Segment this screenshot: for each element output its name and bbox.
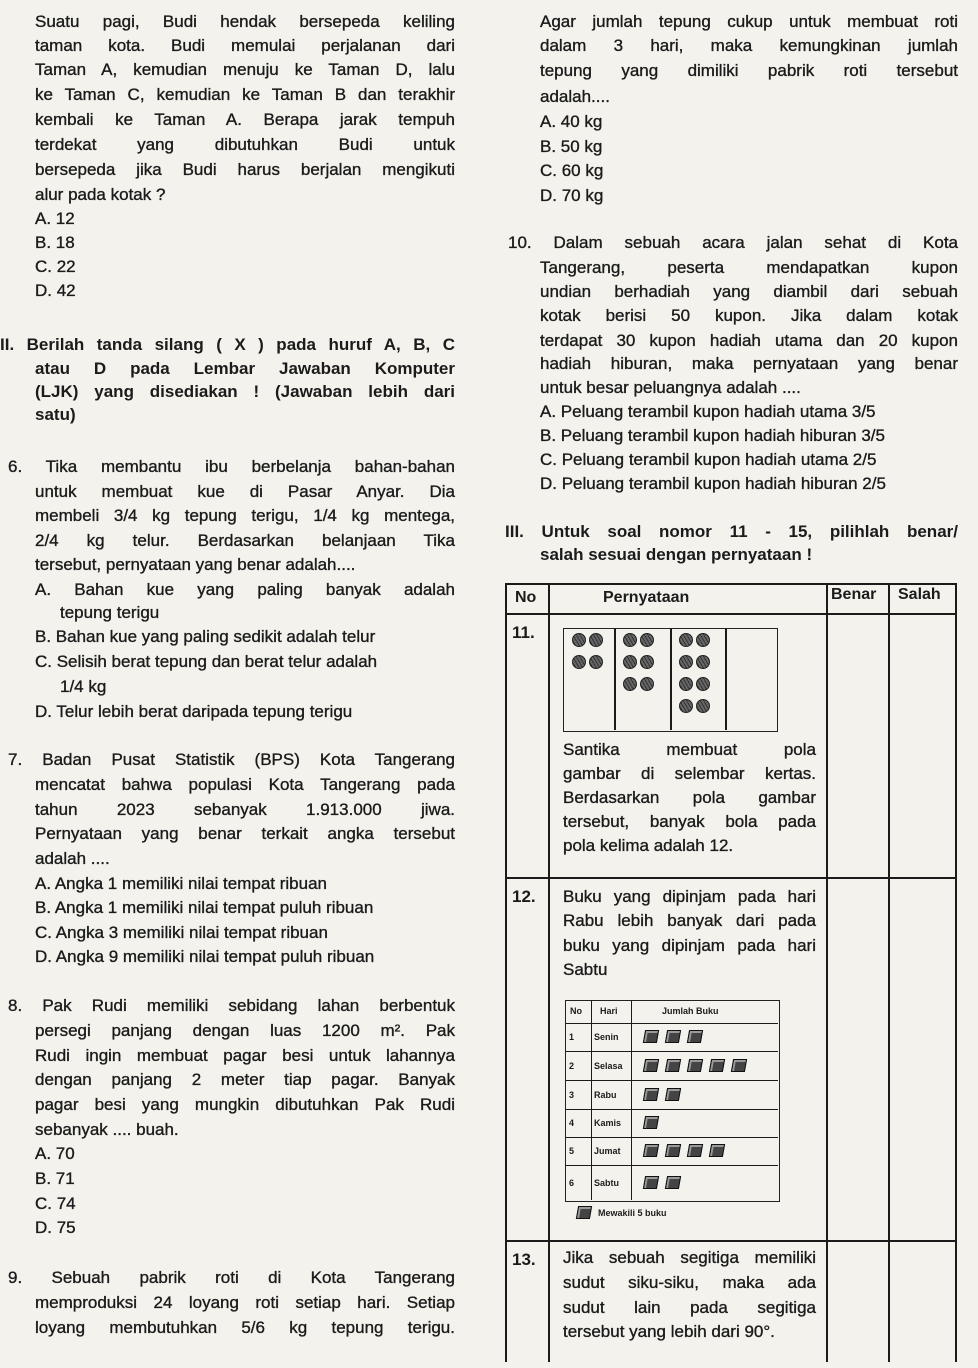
- question-8-text: pagar besi yang mungkin dibutuhkan Pak Rudi: [35, 1095, 455, 1114]
- ball-icon: [679, 655, 693, 669]
- book-icon: [665, 1059, 681, 1072]
- pictograph-row-no: 3: [569, 1089, 575, 1100]
- question-8-text: 8. Pak Rudi memiliki sebidang lahan berbentuk: [8, 996, 455, 1015]
- table-border: [565, 1137, 778, 1138]
- header-no: No: [515, 589, 537, 606]
- table-border: [565, 1109, 778, 1110]
- ball-icon: [589, 655, 603, 669]
- table-border: [591, 1000, 592, 1200]
- statement-text: sudut siku-siku, maka ada: [563, 1273, 816, 1292]
- question-9-continued: adalah....: [540, 87, 610, 106]
- book-icon: [643, 1116, 659, 1129]
- book-icon: [687, 1030, 703, 1043]
- question-5-option: C. 22: [35, 257, 76, 276]
- question-6-text: 6. Tika membantu ibu berbelanja bahan-bahan: [8, 457, 455, 476]
- table-border: [565, 1165, 778, 1166]
- ball-icon: [679, 633, 693, 647]
- question-6-option: 1/4 kg: [60, 677, 107, 696]
- question-8-text: dengan panjang 2 meter tiap pagar. Banyak: [35, 1070, 455, 1089]
- book-icon: [576, 1206, 592, 1219]
- question-7-option: C. Angka 3 memiliki nilai tempat ribuan: [35, 923, 328, 942]
- book-icon: [643, 1144, 659, 1157]
- table-border: [725, 628, 727, 730]
- question-5-text: ke Taman C, kemudian ke Taman B dan terakhir: [35, 85, 455, 104]
- question-7-option: B. Angka 1 memiliki nilai tempat puluh ribuan: [35, 898, 374, 917]
- ball-icon: [623, 655, 637, 669]
- ball-icon: [696, 655, 710, 669]
- statement-text: Jika sebuah segitiga memiliki: [563, 1248, 816, 1267]
- question-8-option: A. 70: [35, 1144, 75, 1163]
- table-border: [614, 628, 616, 730]
- ball-icon: [679, 699, 693, 713]
- statement-text: Berdasarkan pola gambar: [563, 788, 816, 807]
- section-3-instruction: III. Untuk soal nomor 11 - 15, pilihlah benar/: [505, 522, 958, 541]
- book-icon: [643, 1088, 659, 1101]
- question-5-option: B. 18: [35, 233, 75, 252]
- question-10-text: kotak berisi 50 kupon. Jika dalam kotak: [540, 306, 958, 325]
- pictograph-legend: Mewakili 5 buku: [598, 1208, 667, 1218]
- question-9-option: C. 60 kg: [540, 161, 604, 180]
- book-icon: [665, 1088, 681, 1101]
- question-5-text: bersepeda jika Budi harus berjalan mengikuti: [35, 160, 455, 179]
- ball-icon: [696, 699, 710, 713]
- question-9-continued: tepung yang dimiliki pabrik roti tersebut: [540, 61, 958, 80]
- question-7-option: D. Angka 9 memiliki nilai tempat puluh ribuan: [35, 947, 375, 966]
- pictograph-row-day: Sabtu: [594, 1177, 620, 1188]
- question-6-option: A. Bahan kue yang paling banyak adalah: [35, 580, 455, 599]
- question-5-text: taman kota. Budi memulai perjalanan dari: [35, 36, 455, 55]
- pictograph-row-no: 4: [569, 1118, 575, 1128]
- book-icon: [643, 1030, 659, 1043]
- question-7-text: mencatat bahwa populasi Kota Tangerang pada: [35, 775, 455, 794]
- question-8-text: Rudi ingin membuat pagar besi untuk lahannya: [35, 1046, 455, 1065]
- ball-icon: [589, 633, 603, 647]
- pictograph-row-day: Rabu: [594, 1089, 617, 1100]
- table-border: [631, 1000, 632, 1200]
- book-icon: [731, 1059, 747, 1072]
- ball-icon: [572, 655, 586, 669]
- book-icon: [643, 1176, 659, 1189]
- pictograph-header-count: Jumlah Buku: [662, 1006, 719, 1016]
- statement-number: 13.: [512, 1250, 536, 1269]
- ball-icon: [623, 677, 637, 691]
- table-border: [565, 1023, 778, 1024]
- table-border: [826, 583, 828, 1362]
- table-border: [565, 1080, 778, 1081]
- question-6-text: tersebut, pernyataan yang benar adalah....: [35, 555, 356, 574]
- pictograph-row-no: 6: [569, 1177, 575, 1188]
- question-6-text: 2/4 kg telur. Berdasarkan belanjaan Tika: [35, 531, 455, 550]
- ball-icon: [696, 633, 710, 647]
- question-5-text: Taman A, kemudian menuju ke Taman D, lalu: [35, 60, 455, 79]
- statement-text: buku yang dipinjam pada hari: [563, 936, 816, 955]
- question-10-option: A. Peluang terambil kupon hadiah utama 3/5: [540, 402, 876, 421]
- question-9-text: loyang membutuhkan 5/6 kg tepung terigu.: [35, 1318, 455, 1337]
- book-icon: [687, 1059, 703, 1072]
- question-10-text: terdapat 30 kupon hadiah utama dan 20 kupon: [540, 331, 958, 350]
- statement-text: pola kelima adalah 12.: [563, 836, 734, 855]
- statement-text: Rabu lebih banyak dari pada: [563, 911, 816, 930]
- section-2-instruction: (LJK) yang disediakan ! (Jawaban lebih dari: [35, 382, 455, 401]
- book-icon: [687, 1144, 703, 1157]
- ball-icon: [640, 677, 654, 691]
- question-10-option: C. Peluang terambil kupon hadiah utama 2/5: [540, 450, 877, 469]
- question-9-continued: dalam 3 hari, maka kemungkinan jumlah: [540, 36, 958, 55]
- question-6-text: untuk membuat kue di Pasar Anyar. Dia: [35, 482, 455, 501]
- statement-text: Sabtu: [563, 960, 608, 979]
- section-2-instruction: II. Berilah tanda silang ( X ) pada huruf A, B, C: [0, 335, 455, 354]
- question-5-text: alur pada kotak ?: [35, 185, 166, 204]
- question-5-text: Suatu pagi, Budi hendak bersepeda keliling: [35, 12, 455, 31]
- question-5-option: D. 42: [35, 281, 76, 300]
- question-9-text: memproduksi 24 loyang roti setiap hari. Setiap: [35, 1293, 455, 1312]
- question-7-text: adalah ....: [35, 849, 110, 868]
- statement-number: 11.: [512, 623, 535, 642]
- statement-text: tersebut yang lebih dari 90°.: [563, 1322, 775, 1341]
- table-border: [888, 583, 890, 1362]
- question-8-option: D. 75: [35, 1218, 76, 1237]
- question-5-text: terdekat yang dibutuhkan Budi untuk: [35, 135, 455, 154]
- question-10-text: undian berhadiah yang diambil dari sebuah: [540, 282, 958, 301]
- question-10-option: D. Peluang terambil kupon hadiah hiburan 2/5: [540, 474, 886, 493]
- question-10-text: hadiah hiburan, maka pernyataan yang benar: [540, 354, 958, 373]
- question-5-text: kembali ke Taman A. Berapa jarak tempuh: [35, 110, 455, 129]
- question-10-text: 10. Dalam sebuah acara jalan sehat di Kota: [508, 233, 958, 252]
- question-10-text: untuk besar peluangnya adalah ....: [540, 378, 801, 397]
- question-8-text: persegi panjang dengan luas 1200 m². Pak: [35, 1021, 455, 1040]
- question-10-option: B. Peluang terambil kupon hadiah hiburan 3/5: [540, 426, 885, 445]
- question-9-option: B. 50 kg: [540, 137, 603, 156]
- table-border: [955, 583, 957, 1362]
- question-6-option: C. Selisih berat tepung dan berat telur adalah: [35, 652, 378, 671]
- question-9-continued: Agar jumlah tepung cukup untuk membuat roti: [540, 12, 958, 31]
- header-false: Salah: [898, 586, 941, 603]
- table-border: [670, 628, 672, 730]
- ball-icon: [696, 677, 710, 691]
- book-icon: [665, 1176, 681, 1189]
- header-statement: Pernyataan: [603, 589, 690, 606]
- statement-text: gambar di selembar kertas.: [563, 764, 816, 783]
- statement-text: sudut lain pada segitiga: [563, 1298, 816, 1317]
- question-10-text: Tangerang, peserta mendapatkan kupon: [540, 258, 958, 277]
- question-8-option: B. 71: [35, 1169, 75, 1188]
- table-border: [548, 583, 550, 1362]
- statement-text: Santika membuat pola: [563, 740, 816, 759]
- book-icon: [643, 1059, 659, 1072]
- section-2-instruction: satu): [35, 405, 76, 424]
- question-6-option: D. Telur lebih berat daripada tepung terigu: [35, 702, 353, 721]
- ball-icon: [623, 633, 637, 647]
- pictograph-header-day: Hari: [600, 1006, 618, 1016]
- ball-icon: [640, 633, 654, 647]
- pictograph-row-day: Kamis: [594, 1118, 622, 1128]
- book-icon: [709, 1144, 725, 1157]
- question-9-option: D. 70 kg: [540, 186, 604, 205]
- question-7-text: tahun 2023 sebanyak 1.913.000 jiwa.: [35, 800, 455, 819]
- question-7-text: Pernyataan yang benar terkait angka tersebut: [35, 824, 455, 843]
- question-7-option: A. Angka 1 memiliki nilai tempat ribuan: [35, 874, 327, 893]
- statement-text: tersebut, banyak bola pada: [563, 812, 816, 831]
- question-6-option: B. Bahan kue yang paling sedikit adalah telur: [35, 627, 376, 646]
- question-8-text: sebanyak .... buah.: [35, 1120, 179, 1139]
- pictograph-row-no: 5: [569, 1146, 575, 1156]
- question-9-option: A. 40 kg: [540, 112, 603, 131]
- statement-text: Buku yang dipinjam pada hari: [563, 887, 816, 906]
- statement-number: 12.: [512, 887, 536, 906]
- pictograph-row-day: Jumat: [594, 1146, 621, 1156]
- book-icon: [709, 1059, 725, 1072]
- question-6-text: membeli 3/4 kg tepung terigu, 1/4 kg mentega,: [35, 506, 455, 525]
- question-9-text: 9. Sebuah pabrik roti di Kota Tangerang: [8, 1268, 455, 1287]
- question-5-option: A. 12: [35, 209, 75, 228]
- section-2-instruction: atau D pada Lembar Jawaban Komputer: [35, 359, 455, 378]
- ball-icon: [572, 633, 586, 647]
- pictograph-row-no: 1: [569, 1032, 575, 1042]
- table-border: [505, 583, 507, 1362]
- table-border: [565, 1051, 778, 1052]
- question-6-option: tepung terigu: [60, 603, 160, 622]
- header-true: Benar: [831, 586, 877, 603]
- pictograph-row-no: 2: [569, 1060, 575, 1071]
- section-3-instruction: salah sesuai dengan pernyataan !: [540, 545, 813, 564]
- question-8-option: C. 74: [35, 1194, 76, 1213]
- question-7-text: 7. Badan Pusat Statistik (BPS) Kota Tangerang: [8, 750, 455, 769]
- ball-icon: [640, 655, 654, 669]
- pictograph-header-no: No: [570, 1006, 582, 1016]
- ball-icon: [679, 677, 693, 691]
- book-icon: [665, 1144, 681, 1157]
- book-icon: [665, 1030, 681, 1043]
- pictograph-row-day: Senin: [594, 1032, 619, 1042]
- pictograph-row-day: Selasa: [594, 1060, 623, 1071]
